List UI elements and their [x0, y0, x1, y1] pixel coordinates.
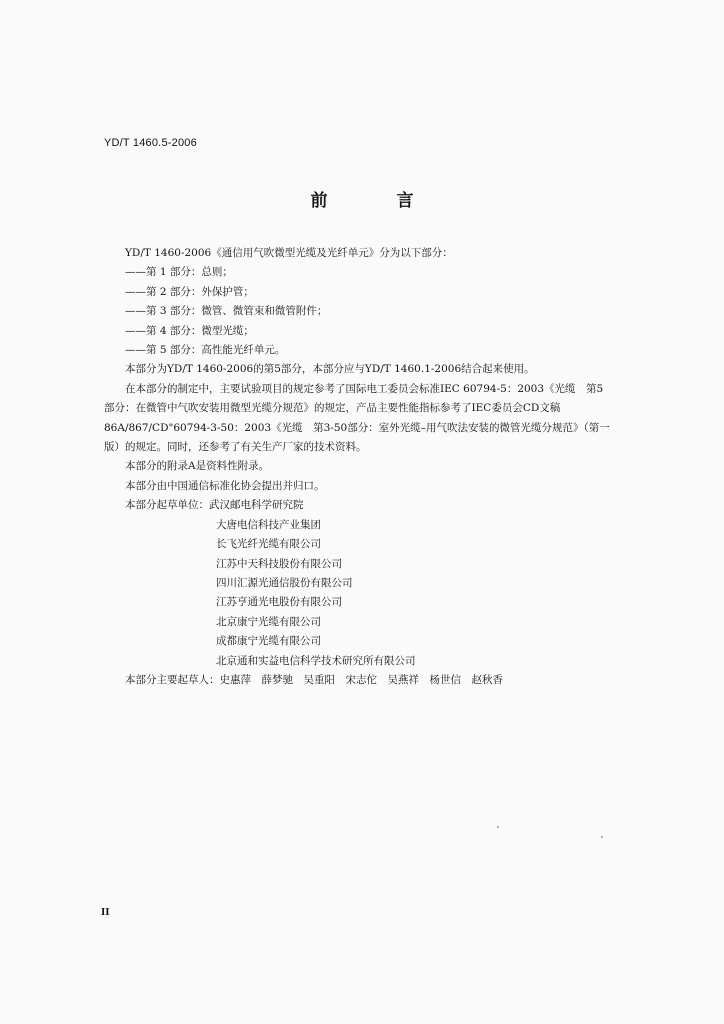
paragraph-references-line-3: 86A/867/CD"60794-3-50：2003《光缆 第3-50部分：室外光缆–用气吹法安装的微管光缆分规范》（第一 — [104, 421, 610, 434]
drafters-line — [104, 671, 634, 690]
drafting-unit-4: 江苏中天科技股份有限公司 — [216, 557, 342, 570]
part-item-4: ——第 4 部分：微型光缆； — [125, 324, 254, 337]
drafting-units-first-line — [104, 496, 634, 515]
part-item-3: ——第 3 部分：微管、微管束和微管附件； — [125, 305, 328, 318]
drafters-label: 本部分主要起草人： — [125, 673, 220, 686]
paragraph-proposer: 本部分由中国通信标准化协会提出并归口。 — [125, 479, 325, 492]
drafting-unit-7: 北京康宁光缆有限公司 — [216, 615, 321, 628]
scan-speck — [601, 836, 603, 838]
drafting-unit-3: 长飞光纤光缆有限公司 — [216, 538, 321, 551]
drafting-units-label: 本部分起草单位： — [125, 499, 209, 512]
drafting-unit-8: 成都康宁光缆有限公司 — [216, 635, 321, 648]
page-number: II — [101, 906, 110, 918]
document-body — [104, 244, 634, 690]
part-item-1: ——第 1 部分：总则； — [125, 266, 233, 279]
paragraph-references-line-4: 版）的规定。同时，还参考了有关生产厂家的技术资料。 — [104, 441, 367, 454]
part-item-2: ——第 2 部分：外保护管； — [125, 285, 254, 298]
drafters-names: 史惠萍 薛梦驰 吴重阳 宋志佗 吴燕祥 杨世信 赵秋香 — [219, 673, 503, 686]
standard-number: YD/T 1460.5-2006 — [104, 137, 197, 149]
drafting-unit-2: 大唐电信科技产业集团 — [216, 518, 321, 531]
paragraph-references-line-2: 部分：在微管中气吹安装用微型光缆分规范》的规定，产品主要性能指标参考了IEC委员会CD文稿 — [104, 402, 561, 415]
page-title: 前 言 — [310, 191, 440, 211]
drafting-unit-1: 武汉邮电科学研究院 — [209, 499, 304, 512]
drafting-unit-6: 江苏亨通光电股份有限公司 — [216, 596, 342, 609]
drafting-unit-9: 北京通和实益电信科学技术研究所有限公司 — [216, 654, 416, 667]
paragraph-annex: 本部分的附录A是资料性附录。 — [125, 460, 270, 473]
scan-speck — [497, 826, 499, 828]
paragraph-references-line-1: 在本部分的制定中，主要试验项目的规定参考了国际电工委员会标准IEC 60794-5：2003《光缆 第5 — [125, 382, 604, 395]
parts-intro: YD/T 1460-2006《通信用气吹微型光缆及光纤单元》分为以下部分： — [125, 247, 453, 259]
part-item-5: ——第 5 部分：高性能光纤单元。 — [125, 344, 286, 357]
paragraph-relation: 本部分为YD/T 1460-2006的第5部分，本部分应与YD/T 1460.1-2006结合起来使用。 — [125, 363, 535, 376]
drafting-unit-5: 四川汇源光通信股份有限公司 — [216, 576, 353, 589]
